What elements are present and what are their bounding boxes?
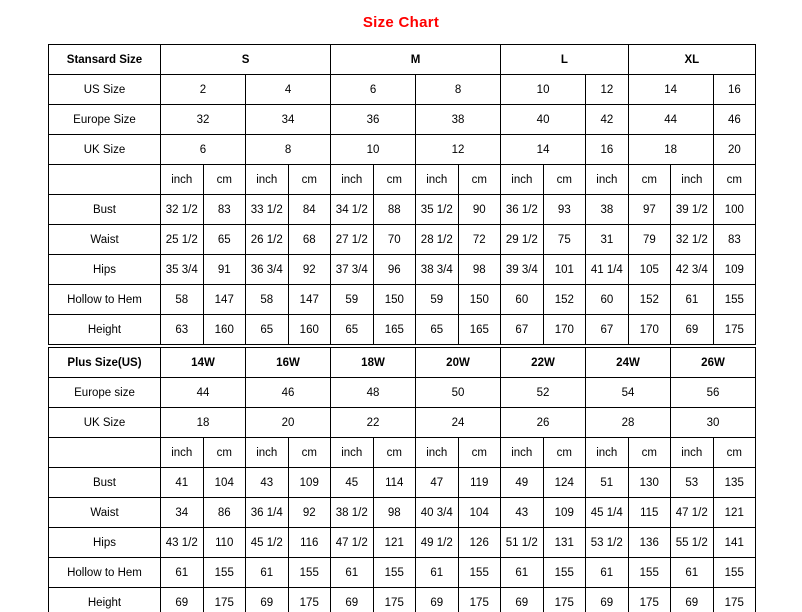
cell: 47 bbox=[416, 468, 459, 498]
cell: 116 bbox=[288, 528, 331, 558]
cell: 155 bbox=[628, 558, 671, 588]
cell: 86 bbox=[203, 498, 246, 528]
cell: 12 bbox=[416, 135, 501, 165]
cell: 14 bbox=[628, 75, 713, 105]
cell: 61 bbox=[331, 558, 374, 588]
cell: 40 3/4 bbox=[416, 498, 459, 528]
cell: 97 bbox=[628, 195, 671, 225]
row-label-hollow-to-hem: Hollow to Hem bbox=[49, 558, 161, 588]
cell: 35 1/2 bbox=[416, 195, 459, 225]
unit-cell: inch bbox=[501, 165, 544, 195]
cell: 170 bbox=[543, 315, 586, 345]
cell: 4 bbox=[246, 75, 331, 105]
page-title: Size Chart bbox=[362, 14, 440, 31]
unit-cell: cm bbox=[373, 438, 416, 468]
size-group-14w: 14W bbox=[161, 348, 246, 378]
table-row bbox=[49, 438, 756, 468]
cell: 83 bbox=[203, 195, 246, 225]
cell: 152 bbox=[543, 285, 586, 315]
cell: 44 bbox=[161, 378, 246, 408]
cell: 69 bbox=[501, 588, 544, 612]
table-row bbox=[49, 528, 756, 558]
cell: 12 bbox=[586, 75, 629, 105]
cell: 91 bbox=[203, 255, 246, 285]
cell: 109 bbox=[288, 468, 331, 498]
row-label-bust: Bust bbox=[49, 468, 161, 498]
cell: 45 bbox=[331, 468, 374, 498]
cell: 25 1/2 bbox=[161, 225, 204, 255]
cell: 165 bbox=[373, 315, 416, 345]
size-group-16w: 16W bbox=[246, 348, 331, 378]
cell: 36 bbox=[331, 105, 416, 135]
cell: 61 bbox=[671, 558, 714, 588]
row-label-waist: Waist bbox=[49, 225, 161, 255]
cell: 61 bbox=[246, 558, 289, 588]
table1-corner-header: Stansard Size bbox=[49, 45, 161, 75]
cell: 92 bbox=[288, 498, 331, 528]
cell: 36 1/4 bbox=[246, 498, 289, 528]
cell: 155 bbox=[713, 285, 756, 315]
cell: 53 bbox=[671, 468, 714, 498]
cell: 46 bbox=[246, 378, 331, 408]
cell: 52 bbox=[501, 378, 586, 408]
cell: 34 bbox=[246, 105, 331, 135]
table-row bbox=[49, 75, 756, 105]
cell: 47 1/2 bbox=[671, 498, 714, 528]
cell: 8 bbox=[416, 75, 501, 105]
cell: 48 bbox=[331, 378, 416, 408]
unit-cell: cm bbox=[543, 438, 586, 468]
cell: 24 bbox=[416, 408, 501, 438]
cell: 69 bbox=[161, 588, 204, 612]
cell: 69 bbox=[586, 588, 629, 612]
row-label-height: Height bbox=[49, 315, 161, 345]
table2-corner-header: Plus Size(US) bbox=[49, 348, 161, 378]
size-group-18w: 18W bbox=[331, 348, 416, 378]
cell: 84 bbox=[288, 195, 331, 225]
table-row bbox=[49, 225, 756, 255]
cell: 65 bbox=[331, 315, 374, 345]
row-label-bust: Bust bbox=[49, 195, 161, 225]
cell: 70 bbox=[373, 225, 416, 255]
unit-cell: cm bbox=[458, 165, 501, 195]
size-group-26w: 26W bbox=[671, 348, 756, 378]
cell: 115 bbox=[628, 498, 671, 528]
cell: 60 bbox=[501, 285, 544, 315]
size-group-s: S bbox=[161, 45, 331, 75]
cell: 43 bbox=[501, 498, 544, 528]
unit-cell: inch bbox=[246, 165, 289, 195]
cell: 61 bbox=[161, 558, 204, 588]
cell: 20 bbox=[713, 135, 756, 165]
unit-cell: inch bbox=[586, 165, 629, 195]
unit-cell: cm bbox=[203, 438, 246, 468]
unit-cell: inch bbox=[416, 438, 459, 468]
table-row bbox=[49, 588, 756, 612]
row-label-hips: Hips bbox=[49, 528, 161, 558]
cell: 38 1/2 bbox=[331, 498, 374, 528]
unit-cell: inch bbox=[331, 165, 374, 195]
cell: 98 bbox=[458, 255, 501, 285]
cell: 155 bbox=[373, 558, 416, 588]
cell: 141 bbox=[713, 528, 756, 558]
unit-cell: inch bbox=[161, 165, 204, 195]
cell: 43 bbox=[246, 468, 289, 498]
cell: 59 bbox=[331, 285, 374, 315]
table-row bbox=[49, 498, 756, 528]
cell: 60 bbox=[586, 285, 629, 315]
cell: 150 bbox=[458, 285, 501, 315]
table-row bbox=[49, 315, 756, 345]
cell: 170 bbox=[628, 315, 671, 345]
cell: 37 3/4 bbox=[331, 255, 374, 285]
unit-cell: cm bbox=[628, 438, 671, 468]
cell: 175 bbox=[203, 588, 246, 612]
cell: 53 1/2 bbox=[586, 528, 629, 558]
cell: 61 bbox=[671, 285, 714, 315]
cell: 104 bbox=[458, 498, 501, 528]
cell: 45 1/4 bbox=[586, 498, 629, 528]
cell: 51 bbox=[586, 468, 629, 498]
cell: 72 bbox=[458, 225, 501, 255]
table-row bbox=[49, 468, 756, 498]
cell: 18 bbox=[161, 408, 246, 438]
table-row bbox=[49, 558, 756, 588]
cell: 69 bbox=[246, 588, 289, 612]
unit-cell: cm bbox=[628, 165, 671, 195]
standard-size-table bbox=[48, 44, 756, 345]
cell: 114 bbox=[373, 468, 416, 498]
row-label-height: Height bbox=[49, 588, 161, 612]
cell: 26 1/2 bbox=[246, 225, 289, 255]
cell: 41 1/4 bbox=[586, 255, 629, 285]
cell: 55 1/2 bbox=[671, 528, 714, 558]
unit-cell: cm bbox=[713, 165, 756, 195]
cell: 155 bbox=[458, 558, 501, 588]
cell: 38 bbox=[416, 105, 501, 135]
cell: 33 1/2 bbox=[246, 195, 289, 225]
size-group-20w: 20W bbox=[416, 348, 501, 378]
cell: 34 1/2 bbox=[331, 195, 374, 225]
cell: 69 bbox=[671, 588, 714, 612]
cell: 8 bbox=[246, 135, 331, 165]
cell: 96 bbox=[373, 255, 416, 285]
size-group-22w: 22W bbox=[501, 348, 586, 378]
cell: 16 bbox=[586, 135, 629, 165]
unit-cell: cm bbox=[203, 165, 246, 195]
cell: 65 bbox=[203, 225, 246, 255]
cell: 175 bbox=[373, 588, 416, 612]
row-label-us-size: US Size bbox=[49, 75, 161, 105]
cell: 147 bbox=[288, 285, 331, 315]
cell: 175 bbox=[713, 315, 756, 345]
row-label-hips: Hips bbox=[49, 255, 161, 285]
cell: 61 bbox=[586, 558, 629, 588]
cell: 49 1/2 bbox=[416, 528, 459, 558]
cell: 90 bbox=[458, 195, 501, 225]
cell: 61 bbox=[416, 558, 459, 588]
cell: 29 1/2 bbox=[501, 225, 544, 255]
size-group-l: L bbox=[501, 45, 629, 75]
cell: 2 bbox=[161, 75, 246, 105]
cell: 22 bbox=[331, 408, 416, 438]
cell: 105 bbox=[628, 255, 671, 285]
unit-cell: cm bbox=[713, 438, 756, 468]
row-label-europe-size: Europe size bbox=[49, 378, 161, 408]
cell: 51 1/2 bbox=[501, 528, 544, 558]
row-label-units bbox=[49, 165, 161, 195]
cell: 40 bbox=[501, 105, 586, 135]
cell: 136 bbox=[628, 528, 671, 558]
cell: 58 bbox=[161, 285, 204, 315]
table-row bbox=[49, 285, 756, 315]
unit-cell: inch bbox=[586, 438, 629, 468]
cell: 109 bbox=[543, 498, 586, 528]
cell: 36 1/2 bbox=[501, 195, 544, 225]
table-row bbox=[49, 135, 756, 165]
cell: 101 bbox=[543, 255, 586, 285]
cell: 92 bbox=[288, 255, 331, 285]
cell: 32 1/2 bbox=[161, 195, 204, 225]
cell: 63 bbox=[161, 315, 204, 345]
table-row bbox=[49, 378, 756, 408]
unit-cell: cm bbox=[458, 438, 501, 468]
cell: 110 bbox=[203, 528, 246, 558]
row-label-uk-size: UK Size bbox=[49, 135, 161, 165]
cell: 59 bbox=[416, 285, 459, 315]
cell: 88 bbox=[373, 195, 416, 225]
table-row bbox=[49, 348, 756, 378]
cell: 93 bbox=[543, 195, 586, 225]
cell: 14 bbox=[501, 135, 586, 165]
cell: 165 bbox=[458, 315, 501, 345]
cell: 160 bbox=[288, 315, 331, 345]
unit-cell: inch bbox=[671, 438, 714, 468]
cell: 98 bbox=[373, 498, 416, 528]
cell: 130 bbox=[628, 468, 671, 498]
unit-cell: cm bbox=[288, 165, 331, 195]
cell: 147 bbox=[203, 285, 246, 315]
unit-cell: cm bbox=[373, 165, 416, 195]
cell: 45 1/2 bbox=[246, 528, 289, 558]
cell: 16 bbox=[713, 75, 756, 105]
size-group-24w: 24W bbox=[586, 348, 671, 378]
size-group-m: M bbox=[331, 45, 501, 75]
cell: 79 bbox=[628, 225, 671, 255]
table-row bbox=[49, 165, 756, 195]
cell: 121 bbox=[373, 528, 416, 558]
cell: 175 bbox=[543, 588, 586, 612]
table-row bbox=[49, 45, 756, 75]
cell: 152 bbox=[628, 285, 671, 315]
cell: 6 bbox=[331, 75, 416, 105]
cell: 43 1/2 bbox=[161, 528, 204, 558]
cell: 175 bbox=[288, 588, 331, 612]
cell: 41 bbox=[161, 468, 204, 498]
table-row bbox=[49, 105, 756, 135]
unit-cell: inch bbox=[671, 165, 714, 195]
cell: 10 bbox=[331, 135, 416, 165]
cell: 10 bbox=[501, 75, 586, 105]
cell: 69 bbox=[671, 315, 714, 345]
cell: 83 bbox=[713, 225, 756, 255]
cell: 32 bbox=[161, 105, 246, 135]
row-label-hollow-to-hem: Hollow to Hem bbox=[49, 285, 161, 315]
cell: 131 bbox=[543, 528, 586, 558]
cell: 155 bbox=[543, 558, 586, 588]
cell: 49 bbox=[501, 468, 544, 498]
cell: 39 1/2 bbox=[671, 195, 714, 225]
cell: 175 bbox=[628, 588, 671, 612]
cell: 28 bbox=[586, 408, 671, 438]
cell: 30 bbox=[671, 408, 756, 438]
cell: 28 1/2 bbox=[416, 225, 459, 255]
cell: 27 1/2 bbox=[331, 225, 374, 255]
cell: 155 bbox=[203, 558, 246, 588]
cell: 38 bbox=[586, 195, 629, 225]
cell: 155 bbox=[713, 558, 756, 588]
cell: 100 bbox=[713, 195, 756, 225]
unit-cell: inch bbox=[161, 438, 204, 468]
cell: 42 bbox=[586, 105, 629, 135]
row-label-uk-size: UK Size bbox=[49, 408, 161, 438]
cell: 31 bbox=[586, 225, 629, 255]
cell: 109 bbox=[713, 255, 756, 285]
cell: 20 bbox=[246, 408, 331, 438]
cell: 39 3/4 bbox=[501, 255, 544, 285]
cell: 18 bbox=[628, 135, 713, 165]
cell: 160 bbox=[203, 315, 246, 345]
size-group-xl: XL bbox=[628, 45, 756, 75]
cell: 67 bbox=[501, 315, 544, 345]
cell: 6 bbox=[161, 135, 246, 165]
cell: 175 bbox=[713, 588, 756, 612]
cell: 50 bbox=[416, 378, 501, 408]
unit-cell: inch bbox=[246, 438, 289, 468]
cell: 69 bbox=[331, 588, 374, 612]
cell: 67 bbox=[586, 315, 629, 345]
unit-cell: cm bbox=[543, 165, 586, 195]
cell: 104 bbox=[203, 468, 246, 498]
cell: 121 bbox=[713, 498, 756, 528]
cell: 155 bbox=[288, 558, 331, 588]
table-row bbox=[49, 195, 756, 225]
cell: 46 bbox=[713, 105, 756, 135]
cell: 68 bbox=[288, 225, 331, 255]
cell: 65 bbox=[246, 315, 289, 345]
cell: 42 3/4 bbox=[671, 255, 714, 285]
cell: 175 bbox=[458, 588, 501, 612]
cell: 135 bbox=[713, 468, 756, 498]
cell: 150 bbox=[373, 285, 416, 315]
row-label-waist: Waist bbox=[49, 498, 161, 528]
cell: 124 bbox=[543, 468, 586, 498]
cell: 126 bbox=[458, 528, 501, 558]
cell: 35 3/4 bbox=[161, 255, 204, 285]
cell: 36 3/4 bbox=[246, 255, 289, 285]
cell: 61 bbox=[501, 558, 544, 588]
cell: 54 bbox=[586, 378, 671, 408]
table-row bbox=[49, 408, 756, 438]
cell: 38 3/4 bbox=[416, 255, 459, 285]
unit-cell: inch bbox=[416, 165, 459, 195]
cell: 58 bbox=[246, 285, 289, 315]
row-label-units bbox=[49, 438, 161, 468]
cell: 75 bbox=[543, 225, 586, 255]
cell: 26 bbox=[501, 408, 586, 438]
unit-cell: inch bbox=[331, 438, 374, 468]
unit-cell: inch bbox=[501, 438, 544, 468]
cell: 119 bbox=[458, 468, 501, 498]
plus-size-table bbox=[48, 347, 756, 612]
cell: 34 bbox=[161, 498, 204, 528]
cell: 65 bbox=[416, 315, 459, 345]
cell: 56 bbox=[671, 378, 756, 408]
table-row bbox=[49, 255, 756, 285]
cell: 32 1/2 bbox=[671, 225, 714, 255]
cell: 69 bbox=[416, 588, 459, 612]
row-label-europe-size: Europe Size bbox=[49, 105, 161, 135]
unit-cell: cm bbox=[288, 438, 331, 468]
cell: 44 bbox=[628, 105, 713, 135]
cell: 47 1/2 bbox=[331, 528, 374, 558]
